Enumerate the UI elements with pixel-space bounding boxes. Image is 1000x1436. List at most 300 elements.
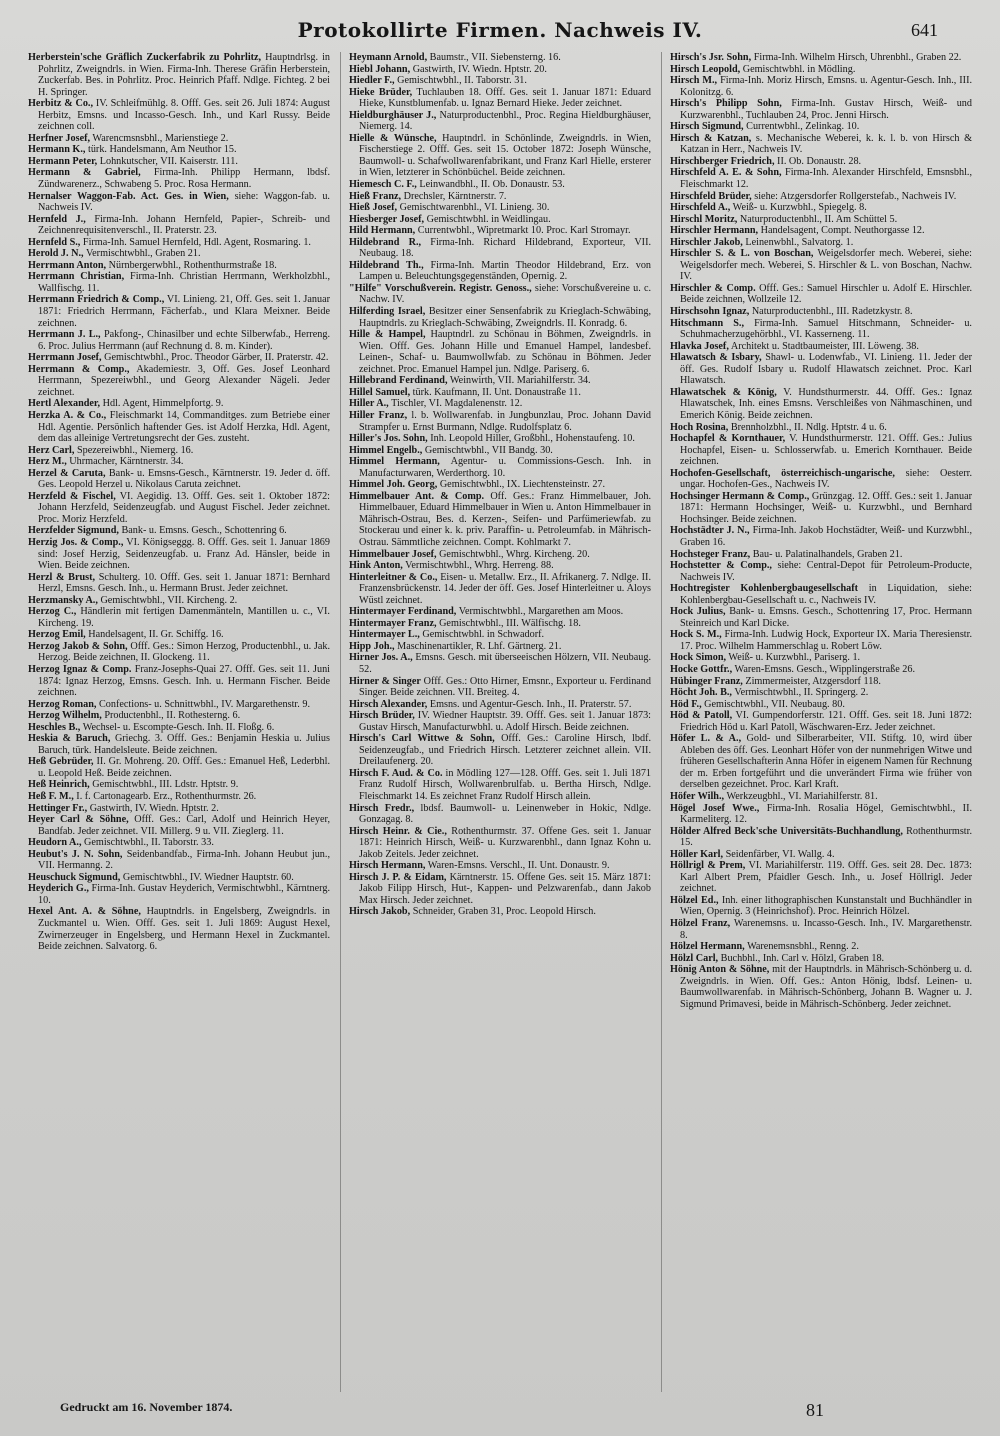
firm-details: Schulterg. 10. Offf. Ges. seit 1. Januar 1871: Bernhard Herzl, Emsns. Gesch. Inh., u. Hermann Brust. Jeder zeichnet. <box>38 571 330 595</box>
firm-details: Seidenbandfab., Firma-Inh. Johann Heubut jun., VII. Hermanng. 2. <box>38 848 330 872</box>
directory-entry <box>28 572 330 595</box>
firm-details: Offf. Ges.: Samuel Hirschler u. Adolf E. Hirschler. Beide zeichnen, Wollzeile 12. <box>680 282 972 306</box>
firm-name: Hildebrand R., <box>349 236 422 248</box>
directory-entry <box>670 75 972 98</box>
firm-name: Höfer Wilh., <box>670 791 725 802</box>
directory-entry <box>349 306 651 329</box>
directory-entry <box>349 445 651 457</box>
directory-entry <box>670 849 972 861</box>
firm-name: Hirsch Fredr., <box>349 802 415 814</box>
firm-details: Hdl. Agent, Himmelpfortg. 9. <box>102 398 224 410</box>
firm-name: Hirschfeld Brüder, <box>670 190 752 202</box>
directory-entry <box>28 641 330 664</box>
directory-entry <box>349 803 651 826</box>
firm-name: Himmel Joh. Georg, <box>349 479 438 491</box>
firm-name: Hiesberger Josef, <box>349 213 425 225</box>
directory-entry <box>28 733 330 756</box>
firm-details: Inh. einer lithographischen Kunstanstalt und Buchhändler in Wien, Opernig. 3 (Heinrichshof). Proc. Heinrich Hölzel. <box>680 894 972 918</box>
firm-details: Vermischtwbhl., II. Springerg. 2. <box>734 687 869 699</box>
firm-name: Herzel & Caruta, <box>28 467 106 479</box>
firm-details: siehe: Waggon-fab. u. Nachweis IV. <box>38 190 330 214</box>
directory-entry <box>670 964 972 1010</box>
firm-details: Firma-Inh. Moriz Hirsch, Emsns. u. Agentur-Gesch. Inh., III. Kolonitzg. 6. <box>680 75 972 98</box>
directory-entry <box>670 803 972 826</box>
firm-details: Grünzgag. 12. Offf. Ges.: seit 1. Januar 1871: Hermann Hochsinger, Weiß- u. Kurzwbhl., und Bernhard Hochsinger. Beide zeichnen. <box>680 490 972 525</box>
firm-name: Hille & Hampel, <box>349 329 426 341</box>
firm-name: Herrmann Friedrich & Comp., <box>28 294 165 306</box>
firm-details: Griechg. 3. Offf. Ges.: Benjamin Heskia u. Julius Baruch, türk. Handelsleute. Beide zeichnen. <box>38 733 330 756</box>
firm-details: Pakfong-, Chinasilber und echte Silberwfab., Herreng. 6. Proc. Julius Herrmann (auf Rechnung d. 8. m. Kinder). <box>38 329 330 352</box>
firm-details: Brennholzbhl., II. Ndlg. Hptstr. 4 u. 6. <box>730 421 887 433</box>
firm-name: Hintermayer Ferdinand, <box>349 606 457 618</box>
directory-entry <box>670 433 972 468</box>
firm-name: Herzig Jos. & Comp., <box>28 536 124 548</box>
directory-entry <box>349 768 651 803</box>
firm-details: Warenemsnsbhl., Renng. 2. <box>747 941 859 953</box>
firm-details: Hauptndrl. zu Schönau in Böhmen, Zweigndrls. in Wien. Offf. Ges. Johann Hille und Emanuel Hampel, landesbef. Leinen-, Schaf- u. Baumwollwfab. zu Schönau in Böhmen. Jeder zeichnet. Proc. Emanuel Hampel jun. Ndlge. Pariserg. 6. <box>359 329 651 375</box>
directory-entry <box>670 214 972 226</box>
firm-details: VI. Mariahilferstr. 119. Offf. Ges. seit 28. Dec. 1873: Karl Albert Prem, Pfaidler Gesch. Inh., u. Josef Höllrigl. Jeder zeichnet. <box>680 860 972 895</box>
firm-details: Hauptndrlsg. in Pohrlitz, Zweigndrls. in Wien. Firma-Inh. Therese Gräfin Herberstein, Zuckerfab. Bes. in Pohrlitz. Proc. Heinrich Pfaff. Ndlge. Fichteg. 2 bei H. Springer. <box>38 52 330 98</box>
directory-entry <box>349 572 651 607</box>
directory-entry <box>349 191 651 203</box>
directory-entry <box>670 352 972 387</box>
firm-details: Warencmsnsbhl., Marienstiege 2. <box>92 132 229 144</box>
directory-entry <box>349 826 651 861</box>
firm-details: Besitzer einer Sensenfabrik zu Krieglach-Schwäbing, Hauptndrls. zu Krieglach-Schwäbing, Zweigndrls. II. Konradg. 6. <box>359 306 651 329</box>
firm-details: Leinwandbhl., II. Ob. Donaustr. 53. <box>419 179 565 191</box>
firm-name: Hilferding Israel, <box>349 306 426 318</box>
firm-details: Vermischtwbhl., Graben 21. <box>85 248 201 260</box>
firm-name: Höd & Patoll, <box>670 710 733 722</box>
firm-details: Gemischtwbhl., IX. Liechtensteinstr. 27. <box>439 479 606 491</box>
firm-details: siehe: Central-Depot für Petroleum-Producte, Nachweis IV. <box>680 560 972 583</box>
firm-details: Franz-Josephs-Quai 27. Offf. Ges. seit 11. Juni 1874: Ignaz Herzog, Emsns. Gesch. Inh. u. Hermann Fischer. Beide zeichnen. <box>38 663 330 699</box>
directory-entry <box>670 422 972 434</box>
directory-entry <box>670 491 972 526</box>
firm-details: Firma-Inh. Richard Hildebrand, Exporteur, VII. Neubaug. 18. <box>359 236 651 260</box>
firm-name: Herz M., <box>28 456 67 468</box>
directory-entry <box>670 549 972 561</box>
firm-details: Lohnkutscher, VII. Kaiserstr. 111. <box>99 155 238 167</box>
firm-name: Heyer Carl & Söhne, <box>28 814 129 826</box>
directory-entry <box>28 537 330 572</box>
firm-name: Herzog Emil, <box>28 629 86 641</box>
firm-name: Höller Karl, <box>670 848 724 860</box>
firm-name: Herberstein'sche Gräflich Zuckerfabrik zu Pohrlitz, <box>28 52 262 63</box>
firm-details: Currentwbhl., Zelinkag. 10. <box>746 121 860 133</box>
directory-entry <box>670 826 972 849</box>
directory-entry <box>349 225 651 237</box>
firm-name: Heß F. M., <box>28 791 74 802</box>
firm-details: Uhrmacher, Kärntnerstr. 34. <box>69 456 184 468</box>
firm-name: Hernfeld S., <box>28 236 81 248</box>
firm-details: Gold- und Silberarbeiter, VII. Stiftg. 10, wird über Ableben des öff. Ges. Leonhart Höfer von der nunmehrigen Witwe und früheren Gesellschafterin Anna Höfer in eigenem Namen für Rechnung der m. Erben fortgeführt und die unverändert Firma wie früher von derselben gezeichnet. Proc. Karl Kraft. <box>680 733 972 791</box>
firm-details: Vermischtwbhl., Whrg. Herreng. 88. <box>405 560 554 572</box>
firm-name: Hirschler Hermann, <box>670 225 759 237</box>
firm-name: Herzog Wilhelm, <box>28 710 102 722</box>
firm-details: Gemischtwbhl. in Mödling. <box>742 63 856 75</box>
firm-details: Tuchlauben 18. Offf. Ges. seit 1. Januar 1871: Eduard Hieke, Kunstblumenfab. u. Ignaz Bernard Hieke. Jeder zeichnet. <box>359 86 651 110</box>
directory-entry <box>28 906 330 952</box>
firm-name: Heß Heinrich, <box>28 779 90 791</box>
firm-details: Schneider, Graben 31, Proc. Leopold Hirsch. <box>412 906 596 918</box>
firm-name: Herzfelder Sigmund, <box>28 525 119 537</box>
column-left <box>28 52 330 1392</box>
firm-details: Hauptndrl. in Schönlinde, Zweigndrls. in Wien, Fischerstiege 2. Offf. Ges. seit 15. October 1872: Joseph Wünsche, Baumwoll- u. Schafwollwarenfabrikant, und Franz Karl Hielle, ersterer in Wien, letzterer in Schönbüchel. Beide zeichnen. <box>359 132 651 179</box>
directory-entry <box>28 191 330 214</box>
firm-name: Hillel Samuel, <box>349 386 411 398</box>
directory-entry <box>670 202 972 214</box>
directory-entry <box>349 75 651 87</box>
directory-entry <box>349 606 651 618</box>
directory-entry <box>670 225 972 237</box>
directory-entry <box>28 791 330 803</box>
firm-details: Gemischtwbhl., Whrg. Kircheng. 20. <box>439 548 590 560</box>
firm-name: Hirschler Jakob, <box>670 236 743 248</box>
page-title: Protokollirte Firmen. Nachweis IV. <box>297 18 703 42</box>
directory-entry <box>28 248 330 260</box>
directory-entry <box>28 156 330 168</box>
firm-details: Firma-Inh. Wilhelm Hirsch, Uhrenbhl., Graben 22. <box>753 52 962 63</box>
firm-details: Firma-Inh. Gustav Hirsch, Weiß- und Kurzwarenbhl., Tuchlauben 24, Proc. Jenni Hirsch. <box>680 98 972 121</box>
firm-details: V. Hundsthurmerstr. 44. Offf. Ges.: Ignaz Hlawatschek, Inh. eines Emsns. Verschleißes von Nähmaschinen, und Emerich König. Beide zeichnen. <box>680 386 972 421</box>
firm-details: mit der Hauptndrls. in Mährisch-Schönberg u. d. Zweigndrls. in Wien. Off. Ges.: Anton Hönig, lbdsf. Leinen- u. Baumwollwarenfab. in Mährisch-Schönberg, Johann B. Wagner u. J. Sigmund Primavesi, beide in Mährisch-Schönberg. Jeder zeichnet. <box>680 964 972 1010</box>
firm-details: Gemischtwbhl., VII. Kircheng. 2. <box>100 594 238 606</box>
firm-name: Herrmann Anton, <box>28 259 107 271</box>
directory-entry <box>28 803 330 815</box>
firm-name: Hirsch Sigmund, <box>670 121 744 133</box>
directory-entry <box>28 606 330 629</box>
firm-details: Bau- u. Palatinalhandels, Graben 21. <box>752 548 903 560</box>
firm-details: IV. Wiedner Hauptstr. 39. Offf. Ges. seit 1. Januar 1873: Gustav Hirsch, Manufacturwbhl. u. Adolf Hirsch. Beide zeichnen. <box>359 710 651 733</box>
directory-entry <box>670 676 972 688</box>
directory-entry <box>349 733 651 768</box>
firm-details: Gemischtwbhl., II. Taborstr. 31. <box>397 75 527 87</box>
firm-details: lbdsf. Baumwoll- u. Leinenweber in Hokic, Ndlge. Gonzagag. 8. <box>359 802 651 826</box>
firm-name: Hochsinger Hermann & Comp., <box>670 490 810 502</box>
directory-entry <box>670 918 972 941</box>
firm-details: Nürnbergerwbhl., Rothenthurmstraße 18. <box>108 259 277 271</box>
directory-entry <box>670 629 972 652</box>
firm-details: Gemischtwarenbhl., VI. Linieng. 30. <box>399 202 550 214</box>
firm-name: Hiller's Jos. Sohn, <box>349 433 428 445</box>
firm-name: Hirsch's Carl Wittwe & Sohn, <box>349 733 495 745</box>
directory-entry <box>349 110 651 133</box>
directory-entry <box>349 629 651 641</box>
firm-details: Leinenwbhl., Salvatorg. 1. <box>745 236 854 248</box>
firm-name: Hintermayer Franz, <box>349 617 437 629</box>
firm-details: Buchbhl., Inh. Carl v. Hölzl, Graben 18. <box>720 952 885 964</box>
directory-entry <box>670 525 972 548</box>
firm-name: Herold J. N., <box>28 248 84 260</box>
firm-details: Firma-Inh. Jakob Hochstädter, Weiß- und Kurzwbhl., Graben 16. <box>680 525 972 548</box>
directory-entry <box>670 699 972 711</box>
directory-entry <box>670 191 972 203</box>
firm-details: Firma-Inh. Martin Theodor Hildebrand, Erz. von Lampen u. Beleuchtungsgegenständen, Opernig. 2. <box>359 259 651 283</box>
directory-entry <box>28 456 330 468</box>
firm-name: Heskia & Baruch, <box>28 733 111 745</box>
firm-details: Weiß- u. Kurzwbhl., Pariserg. 1. <box>728 652 861 664</box>
firm-details: Seidenfärber, VI. Wallg. 4. <box>725 848 835 860</box>
firm-details: Agentur- u. Commissions-Gesch. Inh. in Manufacturwaren, Werderthorg. 10. <box>359 456 651 479</box>
page-header <box>0 18 1000 46</box>
firm-details: s. Mechanische Weberei, k. k. l. b. von Hirsch & Katzan in Herr., Nachweis IV. <box>680 132 972 156</box>
firm-name: Hirschberger Friedrich, <box>670 155 775 167</box>
directory-entry <box>670 387 972 422</box>
firm-name: Hlawatsch & Isbary, <box>670 352 762 364</box>
firm-details: Firma-Inh. Johann Hernfeld, Papier-, Schreib- und Zeichnenrequisitenverschl., II. Praterstr. 23. <box>38 213 330 237</box>
firm-details: VI. Aegidig. 13. Offf. Ges. seit 1. Oktober 1872: Johann Herzfeld, Seidenzeugfab. und August Fischel. Jeder zeichnet. Proc. Moriz Herzfeld. <box>38 490 330 525</box>
firm-name: Höllrigl & Prem, <box>670 860 746 872</box>
directory-entry <box>349 260 651 283</box>
firm-name: Herzka A. & Co., <box>28 409 107 421</box>
firm-details: l. b. Wollwarenfab. in Jungbunzlau, Proc. Johann David Strampfer u. Ernst Burmann, Ndlge. Rudolfsplatz 6. <box>359 409 651 433</box>
firm-name: Hiebl Johann, <box>349 63 411 75</box>
directory-entry <box>349 133 651 179</box>
firm-details: Naturproductenbhl., Proc. Regina Hieldburghäuser, Niemerg. 14. <box>359 109 651 133</box>
firm-details: II. Gr. Mohreng. 20. Offf. Ges.: Emanuel Heß, Lederbhl. u. Leopold Heß. Beide zeichnen. <box>38 756 330 779</box>
firm-name: Hirsch F. Aud. & Co. <box>349 767 443 779</box>
firm-name: Hiller Franz, <box>349 409 408 421</box>
firm-name: Hölzel Ed., <box>670 894 719 906</box>
firm-name: Högel Josef Wwe., <box>670 802 760 814</box>
firm-name: Heudorn A., <box>28 837 82 849</box>
firm-name: Hieß Josef, <box>349 202 398 214</box>
firm-name: Herrmann & Comp., <box>28 363 130 375</box>
firm-details: Werkzeugbhl., VI. Mariahilferstr. 81. <box>726 791 878 802</box>
firm-name: Herrmann Josef, <box>28 352 102 364</box>
firm-name: Hirschfeld A. E. & Sohn, <box>670 167 782 179</box>
directory-entry <box>28 52 330 98</box>
firm-details: Architekt u. Stadtbaumeister, III. Löweng. 38. <box>730 340 919 352</box>
firm-name: Himmelbauer Ant. & Comp. <box>349 490 485 502</box>
firm-name: Hochstetter & Comp., <box>670 560 772 572</box>
firm-name: Herzl & Brust, <box>28 571 96 583</box>
firm-name: Hölzel Franz, <box>670 918 731 930</box>
directory-entry <box>28 664 330 699</box>
firm-name: Hirsch Jakob, <box>349 906 411 918</box>
firm-name: Hink Anton, <box>349 560 403 572</box>
firm-details: Gemischtwbhl., III. Wälfischg. 18. <box>439 617 581 629</box>
firm-details: Zimmermeister, Atzgersdorf 118. <box>745 675 881 687</box>
firm-name: Hernalser Waggon-Fab. Act. Ges. in Wien, <box>28 190 229 202</box>
firm-details: VI. Linieng. 21, Off. Ges. seit 1. Januar 1871: Friedrich Herrmann, Fächerfab., und Klara Meixner. Beide zeichnen. <box>38 294 330 329</box>
firm-details: Rothenthurmstr. 37. Offene Ges. seit 1. Januar 1871: Heinrich Hirsch, Weiß- u. Kurzwarenbhl., dann Ignaz Kohn u. Jakob Zeitels. Jeder zeichnet. <box>359 825 651 860</box>
firm-name: Hock S. M., <box>670 629 722 641</box>
firm-name: Hochtregister Kohlenbergbaugesellschaft <box>670 583 859 595</box>
directory-entry <box>28 595 330 607</box>
firm-details: Weinwirth, VII. Mariahilferstr. 34. <box>449 375 591 387</box>
directory-entry <box>28 98 330 133</box>
firm-details: V. Hundsthurmerstr. 121. Offf. Ges.: Julius Hochapfel, Eisen- u. Schlosserwfab. u. Emerich Kornthauer. Beide zeichnen. <box>680 433 972 468</box>
firm-details: Rothenthurmstr. 15. <box>680 825 972 849</box>
firm-details: Firma-Inh. Gustav Heyderich, Vermischtwbhl., Kärntnerg. 10. <box>38 883 330 906</box>
directory-entry <box>349 433 651 445</box>
firm-name: Hirschfeld A., <box>670 202 731 214</box>
firm-name: Hönig Anton & Söhne, <box>670 964 770 976</box>
firm-name: Hirsch Brüder, <box>349 710 415 722</box>
directory-entry <box>28 629 330 641</box>
directory-entry <box>670 283 972 306</box>
firm-name: Hochstädter J. N., <box>670 525 750 537</box>
firm-name: Herbitz & Co., <box>28 98 94 110</box>
firm-name: Himmel Engelb., <box>349 444 423 456</box>
firm-details: Shawl- u. Lodenwfab., VI. Linieng. 11. Jeder der öff. Ges. Rudolf Isbary u. Rudolf Hlawatsch zeichnet. Proc. Karl Hlawatsch. <box>680 352 972 387</box>
directory-entry <box>28 294 330 329</box>
firm-details: Wechsel- u. Escompte-Gesch. Inh. II. Floßg. 6. <box>82 721 275 733</box>
firm-name: Hirschler & Comp. <box>670 282 756 294</box>
firm-name: Hölzel Hermann, <box>670 941 745 953</box>
firm-name: Herrmann Christian, <box>28 271 125 283</box>
firm-name: Hirsch Leopold, <box>670 63 741 75</box>
firm-details: Handelsagent, Compt. Neuthorgasse 12. <box>760 225 925 237</box>
directory-entry <box>349 87 651 110</box>
firm-details: Warenemsns. u. Incasso-Gesch. Inh., IV. Margarethenstr. 8. <box>680 918 972 941</box>
column-right <box>661 52 972 1392</box>
firm-name: Hirsch Hermann, <box>349 860 426 872</box>
firm-name: Hildebrand Th., <box>349 259 424 271</box>
firm-name: Hirsch's Philipp Sohn, <box>670 98 782 110</box>
firm-details: siehe: Vorschußvereine u. c. Nachw. IV. <box>359 282 651 306</box>
firm-name: Herzog Roman, <box>28 698 97 710</box>
firm-details: Currentwbhl., Wipretmarkt 10. Proc. Karl Stromayr. <box>417 225 631 237</box>
firm-details: Gemischtwbhl., IV. Wiedner Hauptstr. 60. <box>122 871 294 883</box>
firm-details: Gemischtwbhl. in Weidlingau. <box>426 213 551 225</box>
firm-name: Höd F., <box>670 698 702 710</box>
directory-entry <box>28 214 330 237</box>
directory-entry <box>28 398 330 410</box>
firm-name: Hild Hermann, <box>349 225 416 237</box>
directory-entry <box>28 525 330 537</box>
directory-entry <box>349 214 651 226</box>
directory-entry <box>349 906 651 918</box>
directory-entry <box>349 872 651 907</box>
firm-name: Heymann Arnold, <box>349 52 428 63</box>
directory-entry <box>349 202 651 214</box>
directory-entry <box>349 64 651 76</box>
firm-name: Himmelbauer Josef, <box>349 548 437 560</box>
firm-name: Heyderich G., <box>28 883 89 895</box>
firm-name: Herz Carl, <box>28 444 75 456</box>
firm-name: Hochapfel & Kornthauer, <box>670 433 786 445</box>
firm-name: Hirschsohn Ignaz, <box>670 306 750 318</box>
firm-details: Gemischtwbhl., II. Taborstr. 33. <box>84 837 214 849</box>
firm-name: Hintermayer L., <box>349 629 420 641</box>
directory-entry <box>349 179 651 191</box>
firm-name: Herzfeld & Fischel, <box>28 490 116 502</box>
firm-name: Hertl Alexander, <box>28 398 101 410</box>
directory-entry <box>349 549 651 561</box>
firm-name: Herzmansky A., <box>28 594 98 606</box>
firm-name: Hieke Brüder, <box>349 86 413 98</box>
firm-name: Hirsch M., <box>670 75 718 87</box>
directory-entry <box>349 410 651 433</box>
firm-details: Waren-Emsns. Gesch., Wipplingerstraße 26. <box>734 663 916 675</box>
directory-entry <box>670 953 972 965</box>
firm-details: Confections- u. Schnittwbhl., IV. Margarethenstr. 9. <box>99 698 311 710</box>
firm-name: Hock Simon, <box>670 652 727 664</box>
firm-name: Hirsch J. P. & Eidam, <box>349 871 447 883</box>
firm-name: Hlawatschek & König, <box>670 386 777 398</box>
directory-entry <box>670 248 972 283</box>
directory-entry <box>28 837 330 849</box>
firm-name: Hernfeld J., <box>28 213 86 225</box>
firm-details: Firma-Inh. Christian Herrmann, Werkholzbhl., Wallfischg. 11. <box>38 271 330 294</box>
directory-entry <box>670 606 972 629</box>
firm-name: Hiemesch C. F., <box>349 179 417 191</box>
directory-entry <box>28 167 330 190</box>
firm-details: IV. Schleifmühlg. 8. Offf. Ges. seit 26. Juli 1874: August Herbitz, Emsns. und Incasso-Gesch. Inh., und Karl Russy. Beide zeichnen coll. <box>38 98 330 133</box>
firm-name: Hermann Peter, <box>28 155 98 167</box>
firm-name: Heubut's J. N. Sohn, <box>28 848 123 860</box>
directory-entry <box>670 341 972 353</box>
directory-entry <box>28 352 330 364</box>
firm-name: Heß Gebrüder, <box>28 756 94 768</box>
directory-entry <box>670 664 972 676</box>
directory-entry <box>28 237 330 249</box>
firm-details: türk. Kaufmann, II. Unt. Donaustraße 11. <box>412 386 581 398</box>
firm-name: Hocke Gottfr., <box>670 663 733 675</box>
firm-details: Bank- u. Emsns. Gesch., Schottenring 17, Proc. Hermann Steinreich und Karl Dicke. <box>680 606 972 629</box>
directory-entry <box>670 98 972 121</box>
firm-name: Hirner Jos. A., <box>349 652 413 664</box>
firm-name: Hirner & Singer <box>349 675 421 687</box>
firm-details: Gemischtwbhl., VII. Neubaug. 80. <box>704 698 845 710</box>
firm-details: siehe: Atzgersdorfer Rollgerstefab., Nachweis IV. <box>754 190 957 202</box>
directory-entry <box>670 133 972 156</box>
directory-entry <box>28 779 330 791</box>
directory-entry <box>670 687 972 699</box>
firm-details: Gastwirth, IV. Wiedn. Hptstr. 20. <box>412 63 547 75</box>
firm-details: Weiß- u. Kurzwbhl., Spiegelg. 8. <box>732 202 867 214</box>
directory-entry <box>349 329 651 375</box>
directory-entry <box>670 652 972 664</box>
directory-entry <box>349 676 651 699</box>
directory-entry <box>349 710 651 733</box>
firm-details: Gemischtwbhl. in Schwadorf. <box>422 629 545 641</box>
firm-name: Hoch Rosina, <box>670 421 729 433</box>
directory-entry <box>349 387 651 399</box>
firm-name: Hock Julius, <box>670 606 726 618</box>
firm-details: Waren-Emsns. Verschl., II. Unt. Donaustr. 9. <box>427 860 610 872</box>
directory-entry <box>28 364 330 399</box>
directory-entry <box>28 491 330 526</box>
firm-details: Spezereiwbhl., Niemerg. 16. <box>76 444 194 456</box>
directory-entry <box>670 237 972 249</box>
directory-entry <box>28 849 330 872</box>
firm-details: in Liquidation, siehe: Kohlenbergbau-Gesellschaft u. c., Nachweis IV. <box>680 583 972 606</box>
directory-entry <box>670 52 972 64</box>
firm-name: "Hilfe" Vorschußverein. Registr. Genoss., <box>349 282 532 294</box>
firm-details: Tischler, VI. Magdalenenstr. 12. <box>391 398 523 410</box>
firm-details: Gemischtwbhl., VII Bandg. 30. <box>424 444 553 456</box>
directory-entry <box>670 941 972 953</box>
directory-entry <box>349 860 651 872</box>
firm-name: Hölzl Carl, <box>670 952 719 964</box>
print-date-note: Gedruckt am 16. November 1874. <box>60 1400 233 1414</box>
firm-details: Händlerin mit fertigen Damenmänteln, Mantillen u. c., VI. Kircheng. 19. <box>38 606 330 629</box>
firm-name: Hipp Joh., <box>349 640 395 652</box>
directory-entry <box>349 456 651 479</box>
directory-entry <box>670 318 972 341</box>
firm-name: Hirsch & Katzan, <box>670 132 752 144</box>
firm-name: Hochofen-Gesellschaft, österreichisch-ungarische, <box>670 467 895 479</box>
directory-entry <box>349 479 651 491</box>
directory-entry <box>349 398 651 410</box>
firm-name: Hirschl Moritz, <box>670 213 738 225</box>
firm-name: Hirsch Alexander, <box>349 698 428 710</box>
